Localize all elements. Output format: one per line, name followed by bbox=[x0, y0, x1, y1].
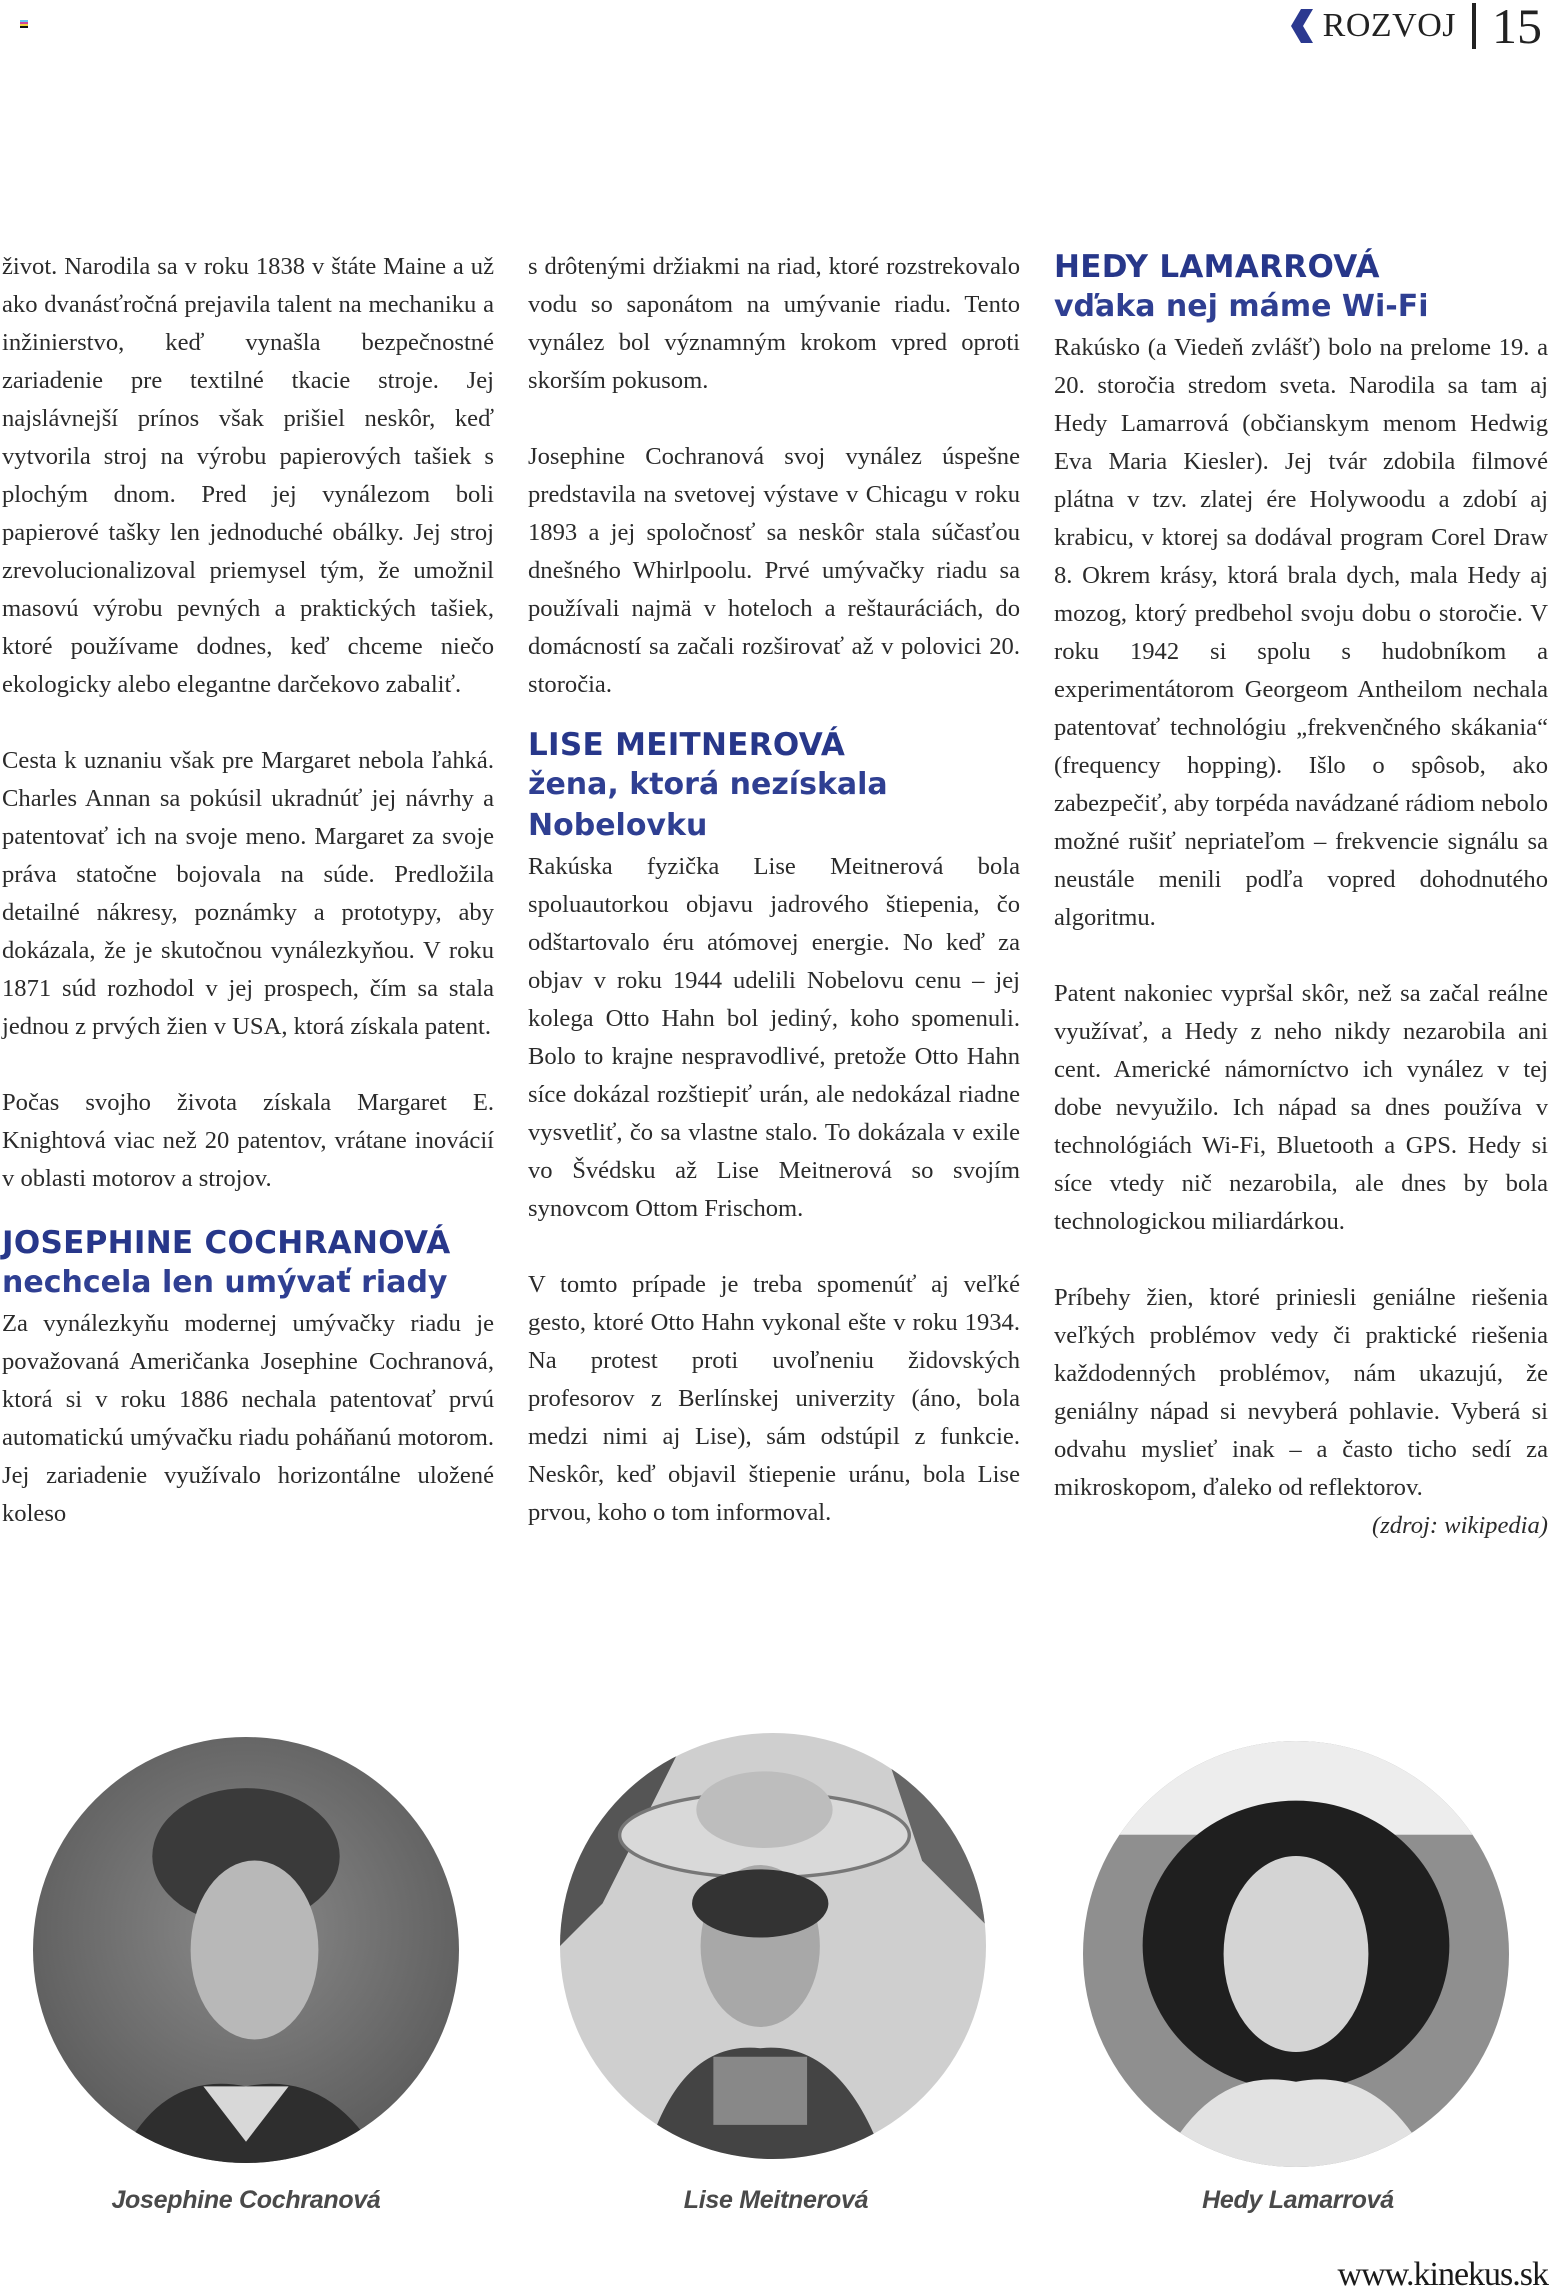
heading-lise: LISE MEITNEROVÁ bbox=[528, 727, 846, 763]
header-divider bbox=[1472, 3, 1476, 49]
paragraph-conclusion: Príbehy žien, ktoré priniesli geniálne riešenia veľkých problémov vedy či praktické riešenia každodenných problémov, nám ukazujú, že geniálny nápad si nevyberá pohlavie. Vyberá si odvahu myslieť inak – a často ticho sedí za mikroskopom, ďaleko od reflektorov. bbox=[1054, 1284, 1548, 1501]
column-2 bbox=[528, 248, 1020, 1570]
column-1 bbox=[2, 248, 494, 1571]
caption-hedy: Hedy Lamarrová bbox=[1202, 2186, 1394, 2214]
caption-josephine: Josephine Cochranová bbox=[111, 2186, 381, 2214]
portrait-hedy-lamarr bbox=[1083, 1741, 1509, 2167]
portrait-photo-placeholder bbox=[1083, 1741, 1509, 2167]
heading-hedy: HEDY LAMARROVÁ bbox=[1054, 249, 1380, 285]
website-link[interactable]: www.kinekus.sk bbox=[1337, 2256, 1548, 2293]
paragraph-lise-hahn: V tomto prípade je treba spomenúť aj veľké gesto, ktoré Otto Hahn vykonal ešte v roku 1934. Na protest proti uvoľneniu židovských profesorov z Berlínskej univerzity (áno, bola medzi nimi aj Lise), sám odstúpil z funkcie. Neskôr, keď objavil štiepenie uránu, bola Lise prvou, koho o tom informoval. bbox=[528, 1271, 1020, 1526]
subheading-josephine: nechcela len umývať riady bbox=[2, 1265, 448, 1300]
paragraph-josephine-expo: Josephine Cochranová svoj vynález úspešne predstavila na svetovej výstave v Chicagu v roku 1893 a jej spoločnosť sa neskôr stala súčasťou dnešného Whirlpoolu. Prvé umývačky riadu sa používali najmä v hoteloch a reštauráciách, do domácností sa začali rozširovať až v polovici 20. storočia. bbox=[528, 443, 1020, 698]
paragraph-josephine-intro: Za vynálezkyňu modernej umývačky riadu je považovaná Američanka Josephine Cochranová, ktorá si v roku 1886 nechala patentovať prvú automatickú umývačku riadu poháňanú motorom. Jej zariadenie využívalo horizontálne uložené koleso bbox=[2, 1310, 494, 1527]
portrait-photo-placeholder bbox=[33, 1737, 459, 2163]
portrait-photo-placeholder bbox=[560, 1733, 986, 2159]
paragraph-margaret-patents: Počas svojho života získala Margaret E. Knightová viac než 20 patentov, vrátane inovácií v oblasti motorov a strojov. bbox=[2, 1089, 494, 1192]
print-registration-mark bbox=[20, 20, 28, 28]
paragraph-josephine-wheel: s drôtenými držiakmi na riad, ktoré rozstrekovalo vodu so saponátom na umývanie riadu. Tento vynález bol významným krokom vpred oproti skorším pokusom. bbox=[528, 253, 1020, 394]
paragraph-lise-nobel: Rakúska fyzička Lise Meitnerová bola spoluautorkou objavu jadrového štiepenia, čo odštartovalo éru atómovej energie. No keď za objav v roku 1944 udelili Nobelovu cenu – jej kolega Otto Hahn bol jediný, koho spomenuli. Bolo to krajne nespravodlivé, pretože Otto Hahn síce dokázal rozštiepiť urán, ale nedokázal riadne vysvetliť, čo sa vlastne stalo. To dokázala v exile vo Švédsku až Lise Meitnerová so svojím synovcom Ottom Frischom. bbox=[528, 853, 1020, 1222]
source-note: (zdroj: wikipedia) bbox=[1372, 1512, 1548, 1539]
column-3 bbox=[1054, 248, 1548, 1583]
subheading-hedy: vďaka nej máme Wi-Fi bbox=[1054, 289, 1429, 324]
paragraph-hedy-intro: Rakúsko (a Viedeň zvlášť) bolo na prelome 19. a 20. storočia stredom sveta. Narodila sa tam aj Hedy Lamarrová (občianskym menom Hedwig Eva Maria Kiesler). Jej tvár zdobila filmové plátna v tzv. zlatej ére Holywoodu a zdobí aj krabicu, v ktorej sa dodával program Corel Draw 8. Okrem krásy, ktorá brala dych, mala Hedy aj mozog, ktorý predbehol svoju dobu o storočie. V roku 1942 si spolu s hudobníkom a experimentátorom Georgeom Antheilom nechala patentovať technológiu „frekvenčného skákania“ (frequency hopping). Išlo o spôsob, ako zabezpečiť, aby torpéda navádzané rádiom nebolo možné rušiť nepriateľom – frekvencie signálu sa neustále menili podľa vopred dohodnutého algoritmu. bbox=[1054, 334, 1548, 931]
portrait-lise-meitner bbox=[560, 1733, 986, 2159]
heading-josephine: JOSEPHINE COCHRANOVÁ bbox=[2, 1225, 451, 1261]
paragraph-hedy-patent: Patent nakoniec vypršal skôr, než sa začal reálne využívať, a Hedy z neho nikdy nezarobila ani cent. Americké námorníctvo ich vynález v tej dobe nevyužilo. Ich nápad sa dnes používa v technológiách Wi-Fi, Bluetooth a GPS. Hedy si síce vtedy nič nezarobila, ale dnes by bola technologickou miliardárkou. bbox=[1054, 980, 1548, 1235]
caption-lise: Lise Meitnerová bbox=[683, 2186, 869, 2214]
paragraph-margaret-court: Cesta k uznaniu však pre Margaret nebola ľahká. Charles Annan sa pokúsil ukradnúť jej návrhy a patentovať ich na svoje meno. Margaret za svoje práva statočne bojovala na súde. Predložila detailné nákresy, poznámky a prototypy, aby dokázala, že je skutočnou vynálezkyňou. V roku 1871 súd rozhodol v jej prospech, čím sa stala jednou z prvých žien v USA, ktorá získala patent. bbox=[2, 747, 494, 1040]
subheading-lise: žena, ktorá nezískala Nobelovku bbox=[528, 767, 888, 843]
portrait-josephine-cochran bbox=[33, 1737, 459, 2163]
page-header bbox=[1291, 0, 1542, 52]
paragraph-margaret-intro: život. Narodila sa v roku 1838 v štáte Maine a už ako dvanásťročná prejavila talent na mechaniku a inžinierstvo, keď vynašla bezpečnostné zariadenie pre textilné tkacie stroje. Jej najslávnejší prínos však prišiel neskôr, keď vytvorila stroj na výrobu papierových tašiek s plochým dnom. Pred jej vynálezom boli papierové tašky len jednoduché obálky. Jej stroj zrevolucionalizoval priemysel tým, že umožnil masovú výrobu pevných a praktických tašiek, ktoré používame dodnes, keď chceme niečo ekologicky alebo elegantne darčekovo zabaliť. bbox=[2, 253, 494, 698]
section-name: ROZVOJ bbox=[1322, 7, 1456, 44]
page-number: 15 bbox=[1492, 0, 1542, 54]
chevron-left-icon bbox=[1291, 9, 1313, 43]
